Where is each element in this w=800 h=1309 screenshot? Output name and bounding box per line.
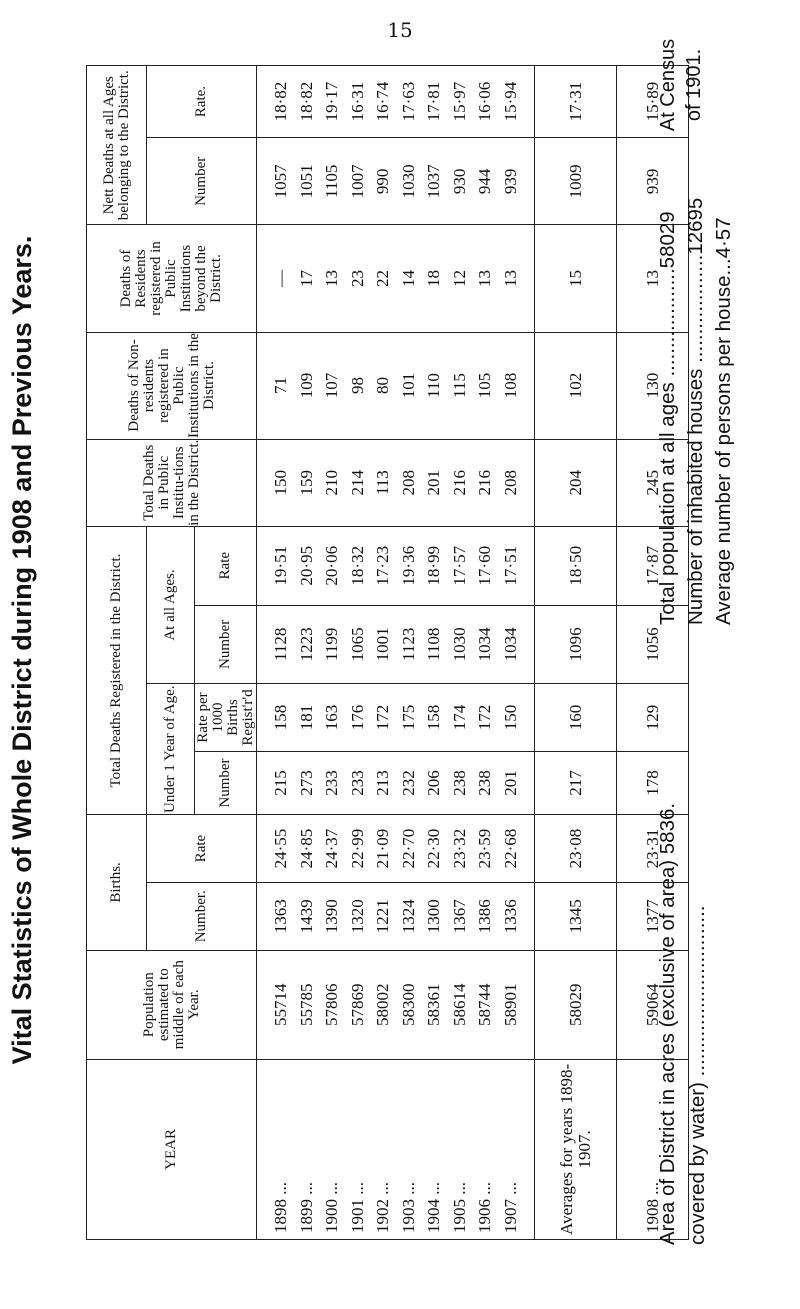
current-year-label: 1908 ... [617,1059,689,1239]
cell-births-rate-8: 23·59 [475,828,494,869]
public-institutions-column [257,439,535,526]
cell-population-9: 58901 [500,983,520,1026]
yearly-rows [257,66,535,1240]
header-births: Births. [87,815,147,950]
cell-year-0: 1898 ... [271,1182,290,1233]
cell-all-rate-0: 19·51 [271,545,290,586]
cell-nett-number-9: 939 [500,168,520,195]
cell-all-number-8: 1034 [475,627,494,662]
cell-births-number-4: 1221 [373,899,392,934]
population-value: 58029 [656,211,679,269]
cell-population-7: 58614 [449,983,469,1026]
cell-year-1: 1899 ... [296,1182,316,1233]
avg-population: 58029 [535,950,617,1059]
cell-all-number-2: 1199 [322,627,341,662]
cell-nett-number-0: 1057 [271,164,290,199]
header-nett-rate: Rate. [147,66,257,138]
cell-births-rate-3: 22·99 [347,828,367,869]
cur-nett-number: 939 [617,138,689,225]
cell-year-4: 1902 ... [373,1182,392,1233]
averages-label: Averages for years 1898-1907. [535,1059,617,1239]
cell-all-number-6: 1108 [424,627,443,662]
header-nett-number: Number [147,138,257,225]
cell-year-5: 1903 ... [398,1182,418,1233]
cell-u1-rate-2: 163 [322,704,341,731]
avg-nett-number: 1009 [535,138,617,225]
cell-all-number-1: 1223 [296,627,316,662]
header-under-1-year: Under 1 Year of Age. [147,684,195,815]
footnote [655,15,795,1245]
nett-rate-column [257,66,535,138]
cur-under1-number: 178 [617,751,689,814]
cell-births-number-0: 1363 [271,899,290,934]
cell-births-number-8: 1386 [475,899,494,934]
header-allages-number: Number [195,605,257,684]
cell-all-number-3: 1065 [347,627,367,662]
cell-u1-number-0: 215 [271,770,290,796]
cell-all-number-4: 1001 [373,627,392,662]
cell-population-4: 58002 [373,983,392,1026]
cell-population-1: 55785 [296,983,316,1026]
cell-public-0: 150 [271,469,290,496]
cell-beyond-8: 13 [475,270,494,288]
cell-u1-rate-0: 158 [271,704,290,731]
cell-u1-number-1: 273 [296,770,316,796]
avg-under1-rate: 160 [535,684,617,752]
cell-births-number-1: 1439 [296,899,316,934]
cur-residents-beyond: 13 [617,225,689,332]
cell-nett-rate-5: 17·63 [398,81,418,122]
avg-births-number: 1345 [535,882,617,950]
cell-nonres-9: 108 [500,372,520,399]
cur-public-institutions: 245 [617,439,689,526]
area-label-cont: covered by water) .............................. [686,905,709,1245]
cell-births-rate-4: 21·09 [373,828,392,869]
cell-nonres-8: 105 [475,372,494,399]
cell-year-9: 1907 ... [500,1182,520,1233]
non-residents-column [257,332,535,439]
cell-births-rate-1: 24·85 [296,828,316,869]
under1-rate-column [257,684,535,752]
cell-nett-rate-8: 16·06 [475,81,494,122]
cell-beyond-4: 22 [373,270,392,288]
cell-u1-number-9: 201 [500,770,520,796]
avg-public-institutions: 204 [535,439,617,526]
cell-year-2: 1900 ... [322,1182,341,1233]
cell-u1-rate-7: 174 [449,704,469,731]
header-under1-number: Number [195,751,257,814]
under1-number-column [257,751,535,814]
page-title: Vital Statistics of Whole District during 1908 and Previous Years. [7,235,37,1065]
cell-all-rate-4: 17·23 [373,545,392,586]
cell-year-3: 1901 ... [347,1182,367,1233]
cell-nonres-7: 115 [449,373,469,398]
cell-births-rate-2: 24·37 [322,828,341,869]
cur-allages-number: 1056 [617,605,689,684]
cell-public-8: 216 [475,469,494,496]
cell-all-rate-8: 17·60 [475,545,494,586]
cell-all-rate-1: 20·95 [296,545,316,586]
header-non-residents: Deaths of Non-residents registered in Public Institutions in the District. [87,332,257,439]
header-allages-rate: Rate [195,526,257,605]
header-all-ages: At all Ages. [147,526,195,683]
cell-all-rate-2: 20·06 [322,545,341,586]
cell-beyond-5: 14 [398,270,418,288]
cell-nett-rate-4: 16·74 [373,81,392,122]
years-column [257,1059,535,1239]
cell-population-6: 58361 [424,983,443,1026]
cell-births-number-9: 1336 [500,899,520,934]
header-public-institutions: Total Deaths in Public Institu-tions in the District. [87,439,257,526]
population-column [257,950,535,1059]
footnote-area-line-2 [685,906,711,1246]
cell-births-number-2: 1390 [322,899,341,934]
cell-u1-rate-6: 158 [424,704,443,731]
cell-all-rate-5: 19·36 [398,545,418,586]
cell-beyond-7: 12 [449,270,469,288]
cell-nonres-0: 71 [271,377,290,395]
area-value: 5836. [656,802,679,855]
cell-u1-number-8: 238 [475,770,494,796]
cell-all-rate-9: 17·51 [500,545,520,586]
births-number-column [257,882,535,950]
footnote-population-line [655,211,681,625]
cell-nonres-4: 80 [373,377,392,395]
census-note [655,15,707,155]
cell-u1-number-7: 238 [449,770,469,796]
cell-u1-number-3: 233 [347,770,367,796]
cell-public-2: 210 [322,469,341,496]
cell-births-rate-6: 22·30 [424,828,443,869]
cell-nett-rate-3: 16·31 [347,81,367,122]
cell-all-number-9: 1034 [500,627,520,662]
cell-public-5: 208 [398,469,418,496]
cell-nonres-5: 101 [398,372,418,399]
averages-row [535,66,617,1240]
cell-all-rate-7: 17·57 [449,545,469,586]
cell-nonres-3: 98 [347,377,367,395]
cell-public-9: 208 [500,469,520,496]
cell-year-8: 1906 ... [475,1182,494,1233]
cell-beyond-6: 18 [424,270,443,288]
avg-residents-beyond: 15 [535,225,617,332]
cell-public-3: 214 [347,469,367,496]
census-line-2: of 1901. [683,48,705,122]
houses-label: Number of inhabited houses ................... [684,254,707,625]
cell-nonres-1: 109 [296,372,316,399]
cell-nett-rate-1: 18·82 [296,81,316,122]
cell-all-rate-6: 18·99 [424,545,443,586]
cell-population-0: 55714 [271,983,290,1026]
cell-births-number-3: 1320 [347,899,367,934]
avg-allages-rate: 18·50 [535,526,617,605]
header-under1-rate: Rate per 1000 Births Regist'r'd [195,684,257,752]
header-births-number: Number. [147,882,257,950]
census-line-1: At Census [657,38,679,132]
cell-nett-rate-7: 15·97 [449,81,469,122]
cell-births-rate-9: 22·68 [500,828,520,869]
cell-nett-number-4: 990 [373,168,392,195]
header-population: Population estimated to middle of each Year. [87,950,257,1059]
population-label: Total population at all ages ................... [656,268,679,625]
cur-nett-rate: 15·89 [617,66,689,138]
cell-year-7: 1905 ... [449,1182,469,1233]
cell-nett-rate-6: 17·81 [424,81,443,122]
header-births-rate: Rate [147,815,257,883]
cell-nett-number-6: 1037 [424,164,443,199]
cell-births-number-7: 1367 [449,899,469,934]
cell-population-8: 58744 [475,983,494,1026]
cell-public-7: 216 [449,469,469,496]
vital-statistics-table-container [86,65,688,1240]
cell-u1-number-6: 206 [424,770,443,796]
nett-number-column [257,138,535,225]
footnote-avg-line [711,217,737,625]
cell-all-number-7: 1030 [449,627,469,662]
area-label: Area of District in acres (exclusive of area) [656,859,679,1245]
avg-births-rate: 23·08 [535,815,617,883]
houses-value: 12695 [684,197,707,255]
cur-births-rate: 23·31 [617,815,689,883]
cell-nett-number-3: 1007 [347,164,367,199]
cell-u1-rate-5: 175 [398,704,418,731]
cell-beyond-9: 13 [500,270,520,288]
cell-public-6: 201 [424,469,443,496]
cell-public-1: 159 [296,469,316,496]
cell-u1-number-2: 233 [322,770,341,796]
cell-u1-number-4: 213 [373,770,392,796]
cell-u1-rate-3: 176 [347,704,367,731]
cell-births-rate-5: 22·70 [398,828,418,869]
cell-births-number-5: 1324 [398,899,418,934]
cur-allages-rate: 17·87 [617,526,689,605]
cell-population-3: 57869 [347,983,367,1026]
cell-nett-number-8: 944 [475,168,494,195]
vital-statistics-table [86,65,689,1240]
cell-nonres-2: 107 [322,372,341,399]
cell-population-5: 58300 [398,983,418,1026]
cell-nett-number-1: 1051 [296,164,316,199]
cell-beyond-1: 17 [296,270,316,288]
cell-births-rate-7: 23·32 [449,828,469,869]
cell-all-number-5: 1123 [398,627,418,662]
footnote-area-line-1 [655,803,681,1245]
cell-public-4: 113 [373,470,392,496]
header-nett-deaths: Nett Deaths at all Ages belonging to the District. [87,66,147,226]
cur-under1-rate: 129 [617,684,689,752]
allages-number-column [257,605,535,684]
cell-u1-rate-1: 181 [296,704,316,731]
avg-non-residents: 102 [535,332,617,439]
cur-population: 59064 [617,950,689,1059]
cell-all-rate-3: 18·32 [347,545,367,586]
avg-under1-number: 217 [535,751,617,814]
cur-births-number: 1377 [617,882,689,950]
footnote-houses-line [683,198,709,625]
cell-nett-rate-2: 19·17 [322,81,341,122]
cell-u1-rate-9: 150 [500,704,520,731]
avg-nett-rate: 17·31 [535,66,617,138]
cell-births-number-6: 1300 [424,899,443,934]
cell-nett-rate-0: 18·82 [271,81,290,122]
cell-nett-number-2: 1105 [322,164,341,199]
avg-allages-number: 1096 [535,605,617,684]
births-rate-column [257,815,535,883]
cell-nett-rate-9: 15·94 [500,81,520,122]
cell-u1-rate-4: 172 [373,704,392,731]
page-number: 15 [387,18,413,42]
allages-rate-column [257,526,535,605]
header-year: YEAR [87,1059,257,1239]
header-total-deaths: Total Deaths Registered in the District. [87,526,147,814]
cur-non-residents: 130 [617,332,689,439]
cell-nett-number-5: 1030 [398,164,418,199]
cell-beyond-0: — [271,270,290,288]
cell-population-2: 57806 [322,983,341,1026]
cell-births-rate-0: 24·55 [271,828,290,869]
cell-all-number-0: 1128 [271,627,290,662]
cell-nett-number-7: 930 [449,168,469,195]
residents-beyond-column [257,225,535,332]
header-residents-beyond: Deaths of Residents registered in Public Institutions beyond the District. [87,225,257,332]
avg-persons-value: 4·57 [712,217,735,259]
avg-persons-label: Average number of persons per house... [712,258,735,625]
cell-year-6: 1904 ... [424,1182,443,1233]
cell-u1-number-5: 232 [398,770,418,796]
cell-beyond-3: 23 [347,270,367,288]
cell-u1-rate-8: 172 [475,704,494,731]
cell-beyond-2: 13 [322,270,341,288]
cell-nonres-6: 110 [424,373,443,398]
